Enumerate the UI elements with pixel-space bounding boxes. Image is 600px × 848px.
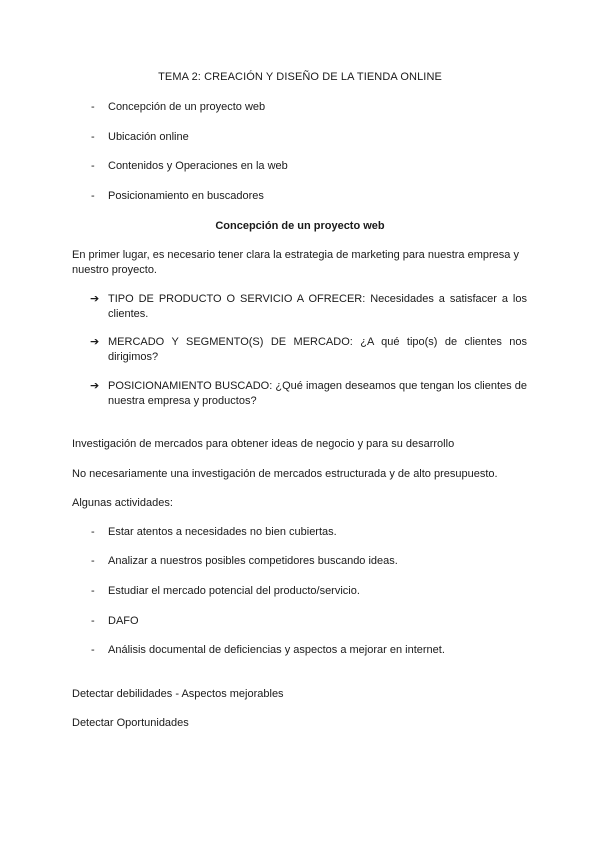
dash-bullet: - [91, 644, 95, 656]
activity-text: Analizar a nuestros posibles competidores buscando ideas. [108, 555, 398, 567]
dash-bullet: - [91, 555, 95, 567]
dash-bullet: - [91, 160, 95, 172]
activity-text: Estar atentos a necesidades no bien cubiertas. [108, 526, 337, 538]
detect-weaknesses: Detectar debilidades - Aspectos mejorables [72, 688, 284, 700]
topic-text: Contenidos y Operaciones en la web [108, 160, 288, 172]
dash-bullet: - [91, 615, 95, 627]
activity-text: Análisis documental de deficiencias y aspectos a mejorar en internet. [108, 644, 445, 656]
topic-text: Posicionamiento en buscadores [108, 190, 264, 202]
arrow-bullet-icon: ➔ [90, 380, 100, 392]
dash-bullet: - [91, 526, 95, 538]
topic-text: Concepción de un proyecto web [108, 101, 266, 113]
research-note: No necesariamente una investigación de mercados estructurada y de alto presupuesto. [72, 468, 498, 480]
activities-label: Algunas actividades: [72, 497, 173, 509]
strategy-text: MERCADO Y SEGMENTO(S) DE MERCADO: ¿A qué tipo(s) de clientes nos dirigimos? [108, 336, 527, 363]
dash-bullet: - [91, 101, 95, 113]
detect-opportunities: Detectar Oportunidades [72, 717, 189, 729]
strategy-text: TIPO DE PRODUCTO O SERVICIO A OFRECER: Necesidades a satisfacer a los clientes. [108, 293, 527, 320]
dash-bullet: - [91, 190, 95, 202]
dash-bullet: - [91, 585, 95, 597]
arrow-bullet-icon: ➔ [90, 293, 100, 305]
document-title: TEMA 2: CREACIÓN Y DISEÑO DE LA TIENDA ONLINE [158, 71, 442, 83]
section-heading: Concepción de un proyecto web [215, 220, 385, 232]
activity-text: DAFO [108, 615, 139, 627]
intro-paragraph: En primer lugar, es necesario tener clara la estrategia de marketing para nuestra empresa y nuestro proyecto. [72, 249, 519, 276]
arrow-bullet-icon: ➔ [90, 336, 100, 348]
research-line: Investigación de mercados para obtener ideas de negocio y para su desarrollo [72, 438, 455, 450]
topic-text: Ubicación online [108, 131, 189, 143]
activity-text: Estudiar el mercado potencial del producto/servicio. [108, 585, 360, 597]
strategy-text: POSICIONAMIENTO BUSCADO: ¿Qué imagen deseamos que tengan los clientes de nuestra empresa y productos? [108, 380, 527, 407]
dash-bullet: - [91, 131, 95, 143]
